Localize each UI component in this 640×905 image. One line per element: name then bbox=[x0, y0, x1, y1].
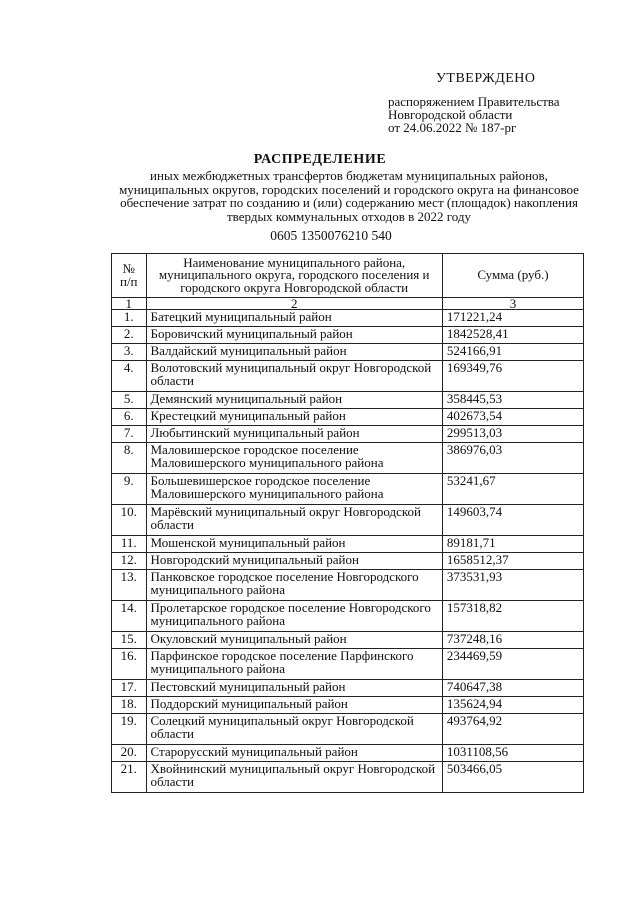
table-row bbox=[112, 426, 584, 443]
row-number: 9. bbox=[112, 474, 147, 505]
row-number: 6. bbox=[112, 409, 147, 426]
row-sum: 53241,67 bbox=[442, 474, 583, 505]
row-number: 20. bbox=[112, 745, 147, 762]
row-number: 14. bbox=[112, 601, 147, 632]
row-sum: 89181,71 bbox=[442, 536, 583, 553]
table-row bbox=[112, 536, 584, 553]
row-name: Пролетарское городское поселение Новгородского муниципального района bbox=[146, 601, 442, 632]
row-sum: 234469,59 bbox=[442, 649, 583, 680]
row-number: 8. bbox=[112, 443, 147, 474]
table-row bbox=[112, 714, 584, 745]
row-sum: 169349,76 bbox=[442, 361, 583, 392]
row-sum: 171221,24 bbox=[442, 310, 583, 327]
row-name: Демянский муниципальный район bbox=[146, 392, 442, 409]
table-row bbox=[112, 632, 584, 649]
row-sum: 402673,54 bbox=[442, 409, 583, 426]
row-name: Батецкий муниципальный район bbox=[146, 310, 442, 327]
row-number: 12. bbox=[112, 553, 147, 570]
row-name: Валдайский муниципальный район bbox=[146, 344, 442, 361]
row-sum: 524166,91 bbox=[442, 344, 583, 361]
row-number: 4. bbox=[112, 361, 147, 392]
column-number: 3 bbox=[442, 298, 583, 310]
table-header-row bbox=[112, 254, 584, 298]
row-number: 2. bbox=[112, 327, 147, 344]
row-sum: 1031108,56 bbox=[442, 745, 583, 762]
row-name: Хвойнинский муниципальный округ Новгородской области bbox=[146, 762, 442, 793]
row-number: 3. bbox=[112, 344, 147, 361]
table-row bbox=[112, 553, 584, 570]
approval-line-3: от 24.06.2022 № 187-рг bbox=[388, 120, 517, 135]
row-number: 1. bbox=[112, 310, 147, 327]
row-sum: 493764,92 bbox=[442, 714, 583, 745]
row-sum: 740647,38 bbox=[442, 680, 583, 697]
row-name: Маловишерское городское поселение Маловишерского муниципального района bbox=[146, 443, 442, 474]
table-row bbox=[112, 392, 584, 409]
row-sum: 358445,53 bbox=[442, 392, 583, 409]
row-number: 10. bbox=[112, 505, 147, 536]
row-name: Пестовский муниципальный район bbox=[146, 680, 442, 697]
column-number: 1 bbox=[112, 298, 147, 310]
approval-heading: УТВЕРЖДЕНО bbox=[436, 71, 536, 86]
row-name: Марёвский муниципальный округ Новгородской области bbox=[146, 505, 442, 536]
row-name: Парфинское городское поселение Парфинского муниципального района bbox=[146, 649, 442, 680]
table-row bbox=[112, 361, 584, 392]
row-number: 13. bbox=[112, 570, 147, 601]
table-row bbox=[112, 649, 584, 680]
table-row bbox=[112, 680, 584, 697]
row-name: Панковское городское поселение Новгородского муниципального района bbox=[146, 570, 442, 601]
header-sum: Сумма (руб.) bbox=[442, 254, 583, 298]
row-sum: 1658512,37 bbox=[442, 553, 583, 570]
row-sum: 299513,03 bbox=[442, 426, 583, 443]
row-number: 17. bbox=[112, 680, 147, 697]
row-number: 16. bbox=[112, 649, 147, 680]
column-number-row bbox=[112, 298, 584, 310]
row-name: Волотовский муниципальный округ Новгородской области bbox=[146, 361, 442, 392]
distribution-table bbox=[111, 253, 584, 793]
table-row bbox=[112, 409, 584, 426]
row-name: Поддорский муниципальный район bbox=[146, 697, 442, 714]
column-number: 2 bbox=[146, 298, 442, 310]
row-number: 7. bbox=[112, 426, 147, 443]
table-row bbox=[112, 310, 584, 327]
header-number: № п/п bbox=[112, 254, 147, 298]
row-sum: 373531,93 bbox=[442, 570, 583, 601]
row-name: Большевишерское городское поселение Маловишерского муниципального района bbox=[146, 474, 442, 505]
row-name: Старорусский муниципальный район bbox=[146, 745, 442, 762]
row-sum: 149603,74 bbox=[442, 505, 583, 536]
row-sum: 135624,94 bbox=[442, 697, 583, 714]
table-row bbox=[112, 443, 584, 474]
row-number: 18. bbox=[112, 697, 147, 714]
row-sum: 386976,03 bbox=[442, 443, 583, 474]
row-sum: 737248,16 bbox=[442, 632, 583, 649]
budget-code: 0605 1350076210 540 bbox=[270, 228, 392, 243]
row-name: Мошенской муниципальный район bbox=[146, 536, 442, 553]
table-row bbox=[112, 762, 584, 793]
row-name: Боровичский муниципальный район bbox=[146, 327, 442, 344]
approval-line-1: распоряжением Правительства bbox=[388, 94, 560, 109]
document-title: РАСПРЕДЕЛЕНИЕ bbox=[253, 152, 387, 167]
row-sum: 157318,82 bbox=[442, 601, 583, 632]
row-name: Окуловский муниципальный район bbox=[146, 632, 442, 649]
table-row bbox=[112, 344, 584, 361]
row-number: 5. bbox=[112, 392, 147, 409]
row-number: 15. bbox=[112, 632, 147, 649]
approval-line-2: Новгородской области bbox=[388, 107, 513, 122]
table-row bbox=[112, 474, 584, 505]
approval-block bbox=[388, 72, 608, 134]
row-number: 11. bbox=[112, 536, 147, 553]
table-row bbox=[112, 327, 584, 344]
header-name: Наименование муниципального района, муниципального округа, городского поселения и городского округа Новгородской области bbox=[146, 254, 442, 298]
table-row bbox=[112, 601, 584, 632]
table-row bbox=[112, 697, 584, 714]
table-row bbox=[112, 505, 584, 536]
row-name: Крестецкий муниципальный район bbox=[146, 409, 442, 426]
row-number: 21. bbox=[112, 762, 147, 793]
row-sum: 503466,05 bbox=[442, 762, 583, 793]
table-row bbox=[112, 570, 584, 601]
row-name: Солецкий муниципальный округ Новгородской области bbox=[146, 714, 442, 745]
row-name: Новгородский муниципальный район bbox=[146, 553, 442, 570]
row-name: Любытинский муниципальный район bbox=[146, 426, 442, 443]
row-number: 19. bbox=[112, 714, 147, 745]
table-row bbox=[112, 745, 584, 762]
document-subtitle: иных межбюджетных трансфертов бюджетам муниципальных районов, муниципальных округов, городских поселений и городского округа на финансовое обеспечение затрат по созданию и (или) содержанию мест (площадок) накопления твердых коммунальных отходов в 2022 году bbox=[119, 168, 579, 224]
row-sum: 1842528,41 bbox=[442, 327, 583, 344]
